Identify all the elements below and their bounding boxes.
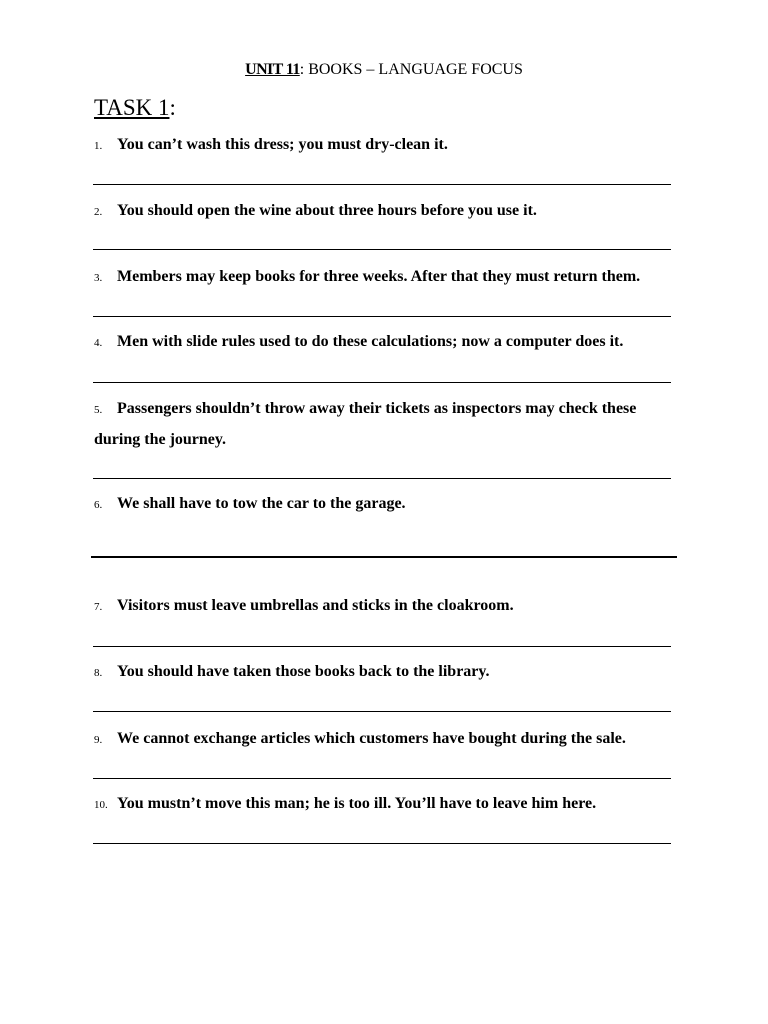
answer-line-6[interactable] <box>91 556 677 558</box>
task-suffix: : <box>169 95 176 120</box>
exercise-item-9 <box>94 724 684 755</box>
answer-line-4[interactable] <box>93 382 671 383</box>
item-number: 6. <box>94 499 103 511</box>
exercise-item-6 <box>94 489 684 520</box>
item-text: We shall have to tow the car to the garage. <box>117 495 406 512</box>
exercise-item-8 <box>94 657 684 688</box>
page-header <box>0 60 768 80</box>
item-text: Members may keep books for three weeks. After that they must return them. <box>117 268 641 285</box>
item-number: 8. <box>94 667 103 679</box>
item-text: You can’t wash this dress; you must dry-clean it. <box>117 136 448 153</box>
exercise-item-1 <box>94 130 684 161</box>
exercise-item-2 <box>94 196 684 227</box>
unit-label: UNIT 11 <box>245 61 300 78</box>
task-heading <box>94 94 176 122</box>
item-number: 5. <box>94 404 103 416</box>
item-text: You should open the wine about three hours before you use it. <box>117 202 537 219</box>
item-text: Passengers shouldn’t throw away their tickets as inspectors may check these during the journey. <box>94 400 637 448</box>
answer-line-8[interactable] <box>93 711 671 712</box>
item-text: You should have taken those books back to the library. <box>117 663 490 680</box>
item-text: Visitors must leave umbrellas and sticks in the cloakroom. <box>117 597 514 614</box>
item-number: 10. <box>94 799 108 811</box>
item-text: You mustn’t move this man; he is too ill. You’ll have to leave him here. <box>117 795 597 812</box>
task-label: TASK 1 <box>94 95 170 120</box>
item-number: 4. <box>94 337 103 349</box>
item-number: 7. <box>94 601 103 613</box>
exercise-item-5 <box>94 394 684 454</box>
unit-title: : BOOKS – LANGUAGE FOCUS <box>299 61 523 78</box>
answer-line-3[interactable] <box>93 316 671 317</box>
exercise-item-7 <box>94 591 684 622</box>
answer-line-2[interactable] <box>93 249 671 250</box>
item-number: 1. <box>94 140 103 152</box>
item-number: 2. <box>94 206 103 218</box>
item-number: 3. <box>94 272 103 284</box>
exercise-item-4 <box>94 327 684 358</box>
answer-line-1[interactable] <box>93 184 671 185</box>
exercise-item-3 <box>94 262 684 293</box>
item-text: Men with slide rules used to do these calculations; now a computer does it. <box>117 333 624 350</box>
exercise-item-10 <box>94 789 684 820</box>
answer-line-7[interactable] <box>93 646 671 647</box>
item-text: We cannot exchange articles which customers have bought during the sale. <box>117 730 626 747</box>
answer-line-9[interactable] <box>93 778 671 779</box>
item-number: 9. <box>94 734 103 746</box>
answer-line-10[interactable] <box>93 843 671 844</box>
answer-line-5[interactable] <box>93 478 671 479</box>
